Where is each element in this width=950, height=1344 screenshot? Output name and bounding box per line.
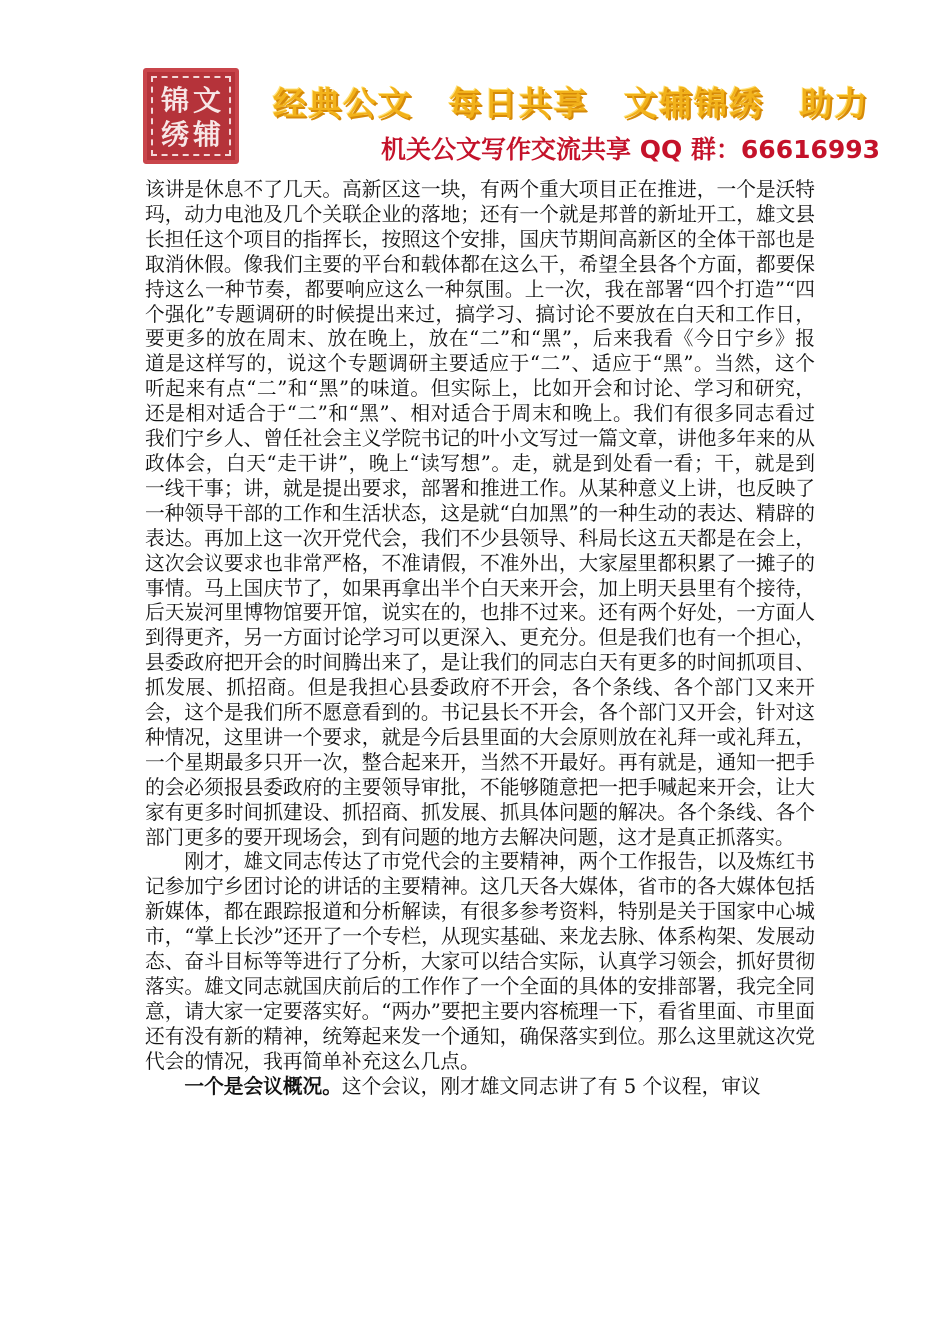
qq-group-line: 机关公文写作交流共享 QQ 群：66616993	[381, 135, 881, 164]
slogan-part: 经典公文	[273, 84, 413, 123]
paragraph: 刚才，雄文同志传达了市党代会的主要精神，两个工作报告，以及炼红书记参加宁乡团讨论的讲话的主要精神。这几天各大媒体，省市的各大媒体包括新媒体，都在跟踪报道和分析解读，有很多参考资料，特别是关于国家中心城市，“掌上长沙”还开了一个专栏，从现实基础、来龙去脉、体系构架、发展动态、奋斗目标等等进行了分析，大家可以结合实际，认真学习领会，抓好贯彻落实。雄文同志就国庆前后的工作作了一个全面的具体的安排部署，我完全同意，请大家一定要落实好。“两办”要把主要内容梳理一下，看省里面、市里面还有没有新的精神，统筹起来发一个通知，确保落实到位。那么这里就这次党代会的情况，我再简单补充这么几点。	[145, 850, 815, 1073]
seal-logo	[143, 68, 239, 164]
document-body	[145, 178, 815, 1100]
page-header	[143, 68, 950, 168]
paragraph: 该讲是休息不了几天。高新区这一块，有两个重大项目正在推进，一个是沃特玛，动力电池及几个关联企业的落地；还有一个就是邦普的新址开工，雄文县长担任这个项目的指挥长，按照这个安排，国庆节期间高新区的全体干部也是取消休假。像我们主要的平台和载体都在这么干，希望全县各个方面，都要保持这么一种节奏，都要响应这么一种氛围。上一次，我在部署“四个打造”“四个强化”专题调研的时候提出来过，搞学习、搞讨论不要放在白天和工作日，要更多的放在周末、放在晚上，放在“二”和“黑”，后来我看《今日宁乡》报道是这样写的，说这个专题调研主要适应于“二”、适应于“黑”。当然，这个听起来有点“二”和“黑”的味道。但实际上，比如开会和讨论、学习和研究，还是相对适合于“二”和“黑”、相对适合于周末和晚上。我们有很多同志看过我们宁乡人、曾任社会主义学院书记的叶小文写过一篇文章，讲他多年来的从政体会，白天“走干讲”，晚上“读写想”。走，就是到处看一看；干，就是到一线干事；讲，就是提出要求，部署和推进工作。从某种意义上讲，也反映了一种领导干部的工作和生活状态，这是就“白加黑”的一种生动的表达、精辟的表达。再加上这一次开党代会，我们不少县领导、科局长这五天都是在会上，这次会议要求也非常严格，不准请假，不准外出，大家屋里都积累了一摊子的事情。马上国庆节了，如果再拿出半个白天来开会，加上明天县里有个接待，后天炭河里博物馆要开馆，说实在的，也排不过来。还有两个好处，一方面人到得更齐，另一方面讨论学习可以更深入、更充分。但是我们也有一个担心，县委政府把开会的时间腾出来了，是让我们的同志白天有更多的时间抓项目、抓发展、抓招商。但是我担心县委政府不开会，各个条线、各个部门又来开会，这个是我们所不愿意看到的。书记县长不开会，各个部门又开会，针对这种情况，这里讲一个要求，就是今后县里面的大会原则放在礼拜一或礼拜五，一个星期最多只开一次，整合起来开，当然不开最好。再有就是，通知一把手的会必须报县委政府的主要领导审批，不能够随意把一把手喊起来开会，让大家有更多时间抓建设、抓招商、抓发展、抓具体问题的解决。各个条线、各个部门更多的要开现场会，到有问题的地方去解决问题，这才是真正抓落实。	[145, 178, 815, 849]
paragraph	[145, 1075, 815, 1100]
paragraph-text: 这个会议，刚才雄文同志讲了有 5 个议程，审议	[341, 1074, 761, 1098]
logo-char: 辅	[192, 118, 221, 151]
logo-char: 锦	[160, 84, 189, 117]
logo-char: 绣	[160, 118, 189, 151]
slogan-part: 每日共享	[448, 84, 589, 123]
section-lead: 一个是会议概况。	[184, 1074, 342, 1098]
slogan-part: 助力	[799, 84, 870, 123]
logo-char: 文	[192, 84, 221, 117]
slogan-part: 文辅锦绣	[624, 84, 764, 123]
header-slogan	[273, 78, 892, 125]
